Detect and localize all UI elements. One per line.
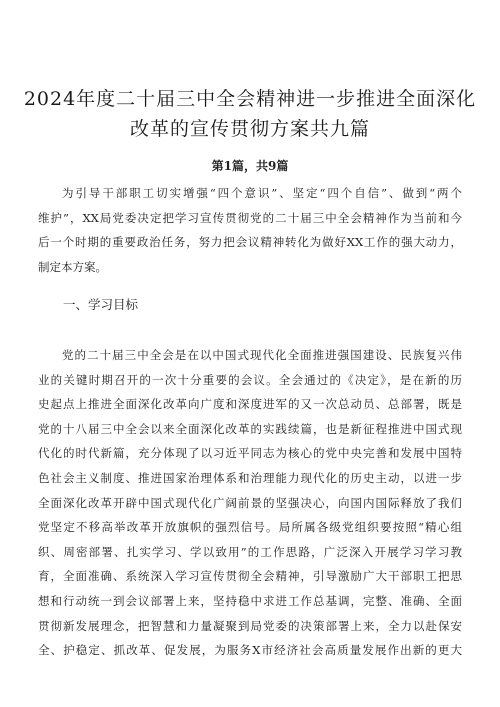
paragraph-line: 织、周密部署、扎实学习、学以致用”的工作思路，广泛深入开展学习学习教 bbox=[38, 544, 462, 559]
paragraph-line: 色社会主义制度、推进国家治理体系和治理能力现代化的历史主动，以进一步 bbox=[38, 470, 462, 485]
paragraph-line: 业的关键时期召开的一次十分重要的会议。全会通过的《决定》，是在新的历 bbox=[38, 372, 462, 387]
title-line-2: 改革的宣传贯彻方案共九篇 bbox=[129, 118, 370, 140]
paragraph-line: 全面深化改革开辟中国式现代化广阔前景的坚强决心，向国内国际释放了我们 bbox=[38, 495, 462, 510]
title-line-1: 2024年度二十届三中全会精神进一步推进全面深化 bbox=[23, 88, 477, 110]
paragraph-line: 想和行动统一到会议部署上来，坚持稳中求进工作总基调，完整、准确、全面 bbox=[38, 593, 462, 608]
paragraph-line: 全、护稳定、抓改革、促发展，为服务X市经济社会高质量发展作出新的更大 bbox=[38, 643, 462, 658]
paragraph-line: 后一个时期的重要政治任务，努力把会议精神转化为做好XX工作的强大动力， bbox=[38, 235, 462, 250]
section-paragraph bbox=[38, 343, 462, 663]
paragraph-line: 为引导干部职工切实增强“四个意识”、坚定“四个自信”、做到“两个 bbox=[62, 186, 462, 200]
intro-paragraph bbox=[38, 181, 462, 279]
paragraph-line: 党坚定不移高举改革开放旗帜的强烈信号。局所属各级党组织要按照“精心组 bbox=[38, 520, 462, 535]
section-heading: 一、学习目标 bbox=[63, 297, 139, 312]
paragraph-line: 史起点上推进全面深化改革向广度和深度进军的又一次总动员、总部署，既是 bbox=[38, 397, 462, 412]
paragraph-line: 党的二十届三中全会是在以中国式现代化全面推进强国建设、民族复兴伟 bbox=[62, 348, 462, 362]
paragraph-line: 代化的时代新篇，充分体现了以习近平同志为核心的党中央完善和发展中国特 bbox=[38, 446, 462, 461]
part-indicator: 第1篇，共9篇 bbox=[211, 159, 289, 173]
paragraph-line: 制定本方案。 bbox=[38, 259, 107, 274]
document-title bbox=[20, 84, 480, 144]
paragraph-line: 育，全面准确、系统深入学习宣传贯彻全会精神，引导激励广大干部职工把思 bbox=[38, 569, 462, 584]
paragraph-line: 维护”，XX局党委决定把学习宣传贯彻党的二十届三中全会精神作为当前和今 bbox=[38, 210, 462, 225]
paragraph-line: 贯彻新发展理念，把智慧和力量凝聚到局党委的决策部署上来，全力以赴保安 bbox=[38, 618, 462, 633]
paragraph-line: 党的十八届三中全会以来全面深化改革的实践续篇，也是新征程推进中国式现 bbox=[38, 421, 462, 436]
